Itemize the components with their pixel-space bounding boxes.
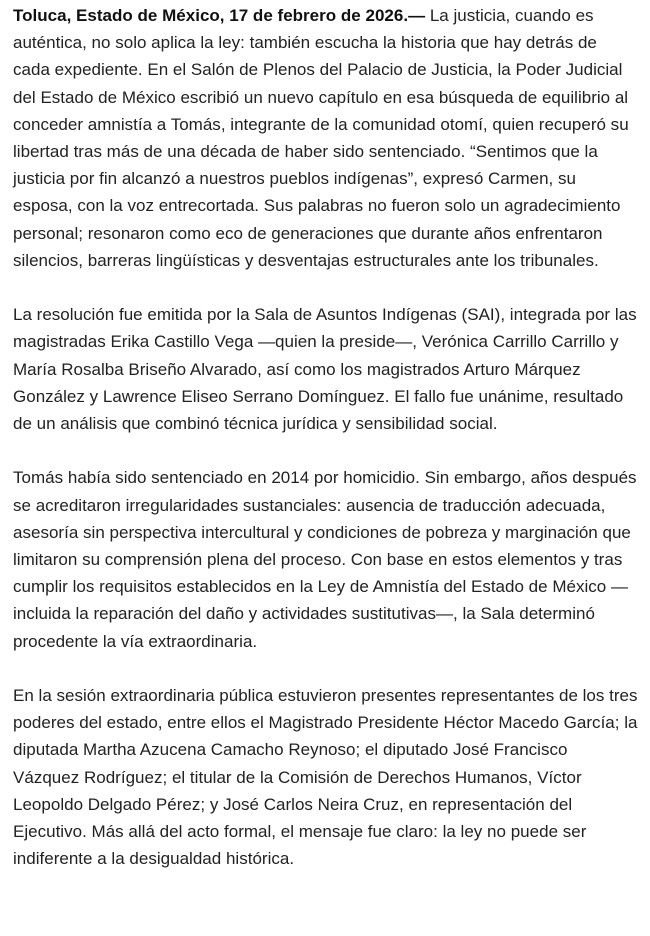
article-paragraph-3: Tomás había sido sentenciado en 2014 por homicidio. Sin embargo, años después se acreditaron irregularidades sustanciales: ausencia de traducción adecuada, asesoría sin perspectiva intercultural y condiciones de pobreza y marginación que limitaron su comprensión plena del proceso. Con base en estos elementos y tras cumplir los requisitos establecidos en la Ley de Amnistía del Estado de México —incluida la reparación del daño y actividades sustitutivas—, la Sala determinó procedente la vía extraordinaria.	[13, 468, 637, 651]
article-paragraph-4: En la sesión extraordinaria pública estuvieron presentes representantes de los tres poderes del estado, entre ellos el Magistrado Presidente Héctor Macedo García; la diputada Martha Azucena Camacho Reynoso; el diputado José Francisco Vázquez Rodríguez; el titular de la Comisión de Derechos Humanos, Víctor Leopoldo Delgado Pérez; y José Carlos Neira Cruz, en representación del Ejecutivo. Más allá del acto formal, el mensaje fue claro: la ley no puede ser indiferente a la desigualdad histórica.	[13, 686, 638, 869]
article-paragraph-1-text: La justicia, cuando es auténtica, no solo aplica la ley: también escucha la historia que hay detrás de cada expediente. En el Salón de Plenos del Palacio de Justicia, la Poder Judicial del Estado de México escribió un nuevo capítulo en esa búsqueda de equilibrio al conceder amnistía a Tomás, integrante de la comunidad otomí, quien recuperó su libertad tras más de una década de haber sido sentenciado. “Sentimos que la justicia por fin alcanzó a nuestros pueblos indígenas”, expresó Carmen, su esposa, con la voz entrecortada. Sus palabras no fueron solo un agradecimiento personal; resonaron como eco de generaciones que durante años enfrentaron silencios, barreras lingüísticas y desventajas estructurales ante los tribunales.	[13, 6, 629, 270]
article-paragraph-1	[13, 2, 638, 274]
article-dateline: Toluca, Estado de México, 17 de febrero de 2026.—	[13, 6, 426, 25]
article-paragraph-2: La resolución fue emitida por la Sala de Asuntos Indígenas (SAI), integrada por las magistradas Erika Castillo Vega —quien la preside—, Verónica Carrillo Carrillo y María Rosalba Briseño Alvarado, así como los magistrados Arturo Márquez González y Lawrence Eliseo Serrano Domínguez. El fallo fue unánime, resultado de un análisis que combinó técnica jurídica y sensibilidad social.	[13, 305, 637, 434]
